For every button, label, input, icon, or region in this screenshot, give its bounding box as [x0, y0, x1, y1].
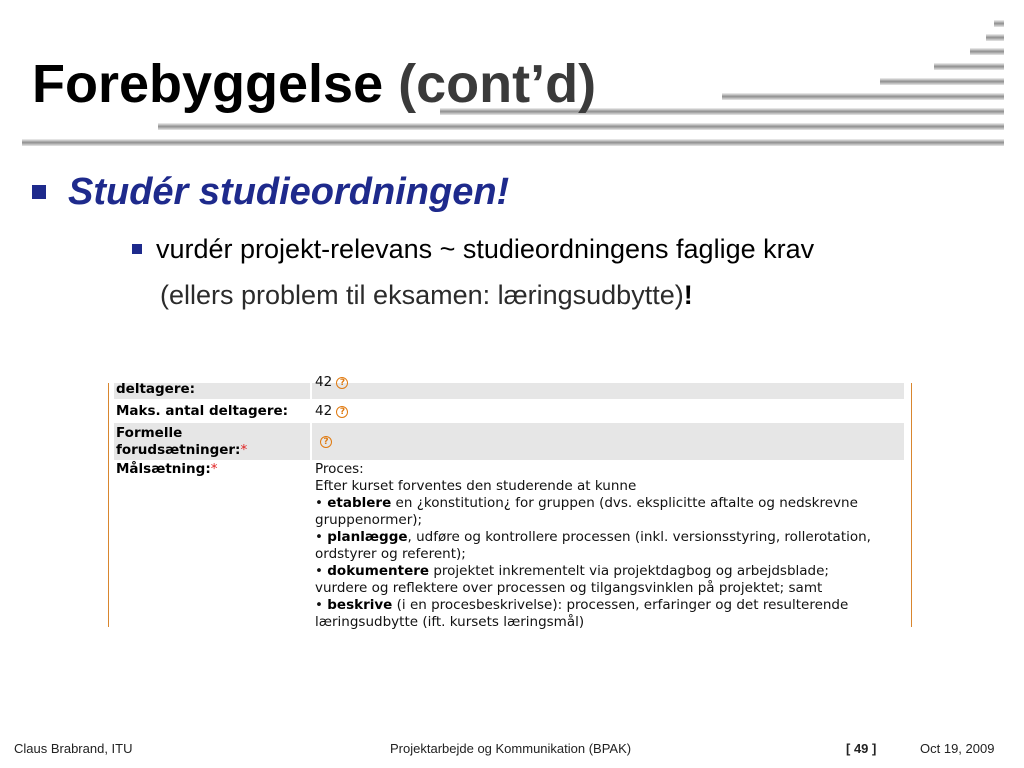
slide-title-suffix: (cont’d) — [398, 54, 597, 114]
goal-line — [315, 580, 905, 597]
form-label-line: forudsætninger: — [116, 442, 241, 458]
form-row-max-participants — [114, 400, 904, 423]
bullet-level2-text: vurdér projekt-relevans ~ studieordningens faglige krav — [156, 233, 815, 264]
exclamation-mark: ! — [683, 280, 693, 310]
form-value-text: 42 — [315, 374, 333, 390]
decor-line — [986, 34, 1004, 41]
bullet-level1 — [32, 166, 509, 218]
form-label: Maks. antal deltagere: — [116, 403, 289, 419]
list-bullet: • — [315, 597, 323, 613]
goal-line — [315, 614, 905, 631]
goal-line — [315, 478, 905, 495]
list-bullet: • — [315, 529, 323, 545]
goal-line — [315, 597, 905, 614]
decor-line — [22, 139, 1004, 146]
help-icon[interactable]: ? — [336, 406, 348, 418]
continuation-text: (ellers problem til eksamen: læringsudbytte) — [160, 280, 684, 310]
slide-title — [32, 52, 596, 116]
decor-line — [722, 93, 1004, 100]
decor-line — [994, 20, 1004, 27]
list-bullet: • — [315, 563, 323, 579]
decor-line — [880, 78, 1004, 85]
footer-author: Claus Brabrand, ITU — [14, 741, 133, 756]
footer-page-number: [ 49 ] — [846, 741, 877, 756]
slide-title-main: Forebyggelse — [32, 54, 384, 114]
goal-line-text: læringsudbytte (ift. kursets læringsmål) — [315, 614, 585, 630]
column-separator — [310, 383, 312, 399]
decor-line — [158, 123, 1004, 130]
goal-line-text: Proces: — [315, 461, 364, 477]
goal-line-text: ordstyrer og referent); — [315, 546, 466, 562]
form-label — [116, 425, 306, 459]
form-label-text: Målsætning: — [116, 461, 211, 477]
required-asterisk: * — [240, 442, 248, 458]
square-bullet-icon — [32, 185, 46, 199]
goal-line — [315, 495, 905, 512]
form-row-prerequisites — [114, 423, 904, 460]
goal-line-text: (i en procesbeskrivelse): processen, erfaringer og det resulterende — [392, 597, 849, 613]
goal-line-text: gruppenormer); — [315, 512, 423, 528]
form-label — [116, 461, 306, 478]
square-bullet-icon — [132, 244, 142, 254]
goal-line-text: projektet inkrementelt via projektdagbog og arbejdsblade; — [429, 563, 829, 579]
form-value-text: 42 — [315, 403, 333, 419]
goal-keyword: etablere — [327, 495, 392, 511]
bullet-level2-continuation — [160, 280, 693, 311]
column-separator — [310, 423, 312, 460]
goal-line — [315, 546, 905, 563]
form-row-participants — [114, 374, 904, 399]
form-label: deltagere: — [116, 381, 196, 397]
goal-line-text: en ¿konstitution¿ for gruppen (dvs. eksplicitte aftalte og nedskrevne — [391, 495, 858, 511]
embedded-form-screenshot — [108, 374, 912, 630]
goal-text-block — [315, 461, 905, 631]
form-value — [315, 403, 348, 420]
required-asterisk: * — [210, 461, 218, 477]
goal-line — [315, 563, 905, 580]
goal-line — [315, 529, 905, 546]
goal-line — [315, 461, 905, 478]
goal-line-text: , udføre og kontrollere processen (inkl. versionsstyring, rollerotation, — [407, 529, 871, 545]
footer-course: Projektarbejde og Kommunikation (BPAK) — [390, 741, 632, 756]
form-value — [320, 433, 332, 450]
goal-line-text: vurdere og reflektere over processen og tilgangsvinklen på projektet; samt — [315, 580, 823, 596]
bullet-level2 — [132, 232, 814, 266]
help-icon[interactable]: ? — [336, 377, 348, 389]
decor-line — [970, 48, 1004, 55]
footer-date: Oct 19, 2009 — [920, 741, 995, 756]
goal-keyword: dokumentere — [327, 563, 430, 579]
form-label-line: Formelle — [116, 425, 183, 441]
goal-keyword: planlægge — [327, 529, 408, 545]
goal-keyword: beskrive — [327, 597, 393, 613]
list-bullet: • — [315, 495, 323, 511]
bullet-level1-text: Studér studieordningen! — [68, 170, 510, 213]
goal-line-text: Efter kurset forventes den studerende at kunne — [315, 478, 637, 494]
decor-line — [934, 63, 1004, 70]
form-value — [315, 374, 348, 391]
help-icon[interactable]: ? — [320, 436, 332, 448]
goal-line — [315, 512, 905, 529]
